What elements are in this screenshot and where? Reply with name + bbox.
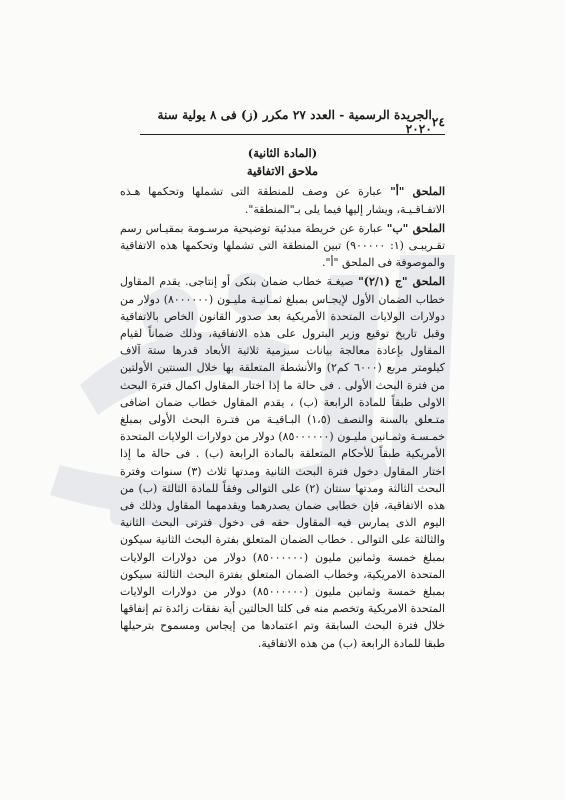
gazette-title: الجريدة الرسمية - العدد ٢٧ مكرر (ز) فى ٨ يولية سنة ٢٠٢٠ [157, 108, 432, 136]
article-title: (المادة الثانية) [247, 146, 318, 160]
annex-text-c: صيغـة خطاب ضمان بنكى أو إنتاجى. يقدم المقاول خطاب الضمان الأول لإيجـاس بمبلغ ثمـانيـة مليـون (٨٠٠٠٠٠٠) دولار من دولارات الولايات المتحدة الأمريكية بعد صدور القانون الخاص بالاتفاقية وقبل تاريخ توقيع وزير البترول على هذه الاتفاقية، وذلك ضماناً لقيام المقاول بإعادة معالجة بيانات سيزمية ثلاثية الأبعاد قدرها ستة آلاف كيلومتر مربع (٦٠٠٠ كم٢) والأنشطة المتعلقة بها خلال السنتين الأولتين من فترة البحث الأولى . فى حالة ما إذا اختار المقاول اكمال فترة البحث الاولى طبقاً للمادة الرابعة (ب) ، يقدم المقاول خطاب ضمان اضافى متـعلق بالسنة والنصف (١،٥) البـاقيـة من فتـرة البحث الأولى بمبلغ خمـسـة وثمـانين مليـون (٨٥٠٠٠٠٠٠) دولار من دولارات الولايات المتحدة الأمريكية طبقاً للأحكام المتعلقة بالمادة الرابعة (ب) . فى حالة ما إذا اختار المقاول دخول فترة البحث الثانية ومدتها ثلاث (٣) سنوات وفترة البحث الثالثة ومدتها سنتان (٢) على التوالى وفقاً للمادة الثالثة (ب) من هذه الاتفاقية، فإن خطابى ضمان يصدرهما ويقدمهما المقاول وذلك فى اليوم الذى يمارس فيه المقاول حقه فى دخول فترتى البحث الثانية والثالثة على التوالى . خطاب الضمان المتعلق بفترة البحث الثانية سيكون بمبلغ خمسة وثمانين مليون (٨٥٠٠٠٠٠٠) دولار من دولارات الولايات المتحدة الامريكية، وخطاب الضمان المتعلق بفترة البحث الثالثة سيكون بمبلغ خمسة وثمانين مليون (٨٥٠٠٠٠٠٠) دولار من دولارات الولايات المتحدة الامريكية وتخصم منه فى كلتا الحالتين أية نفقات زائدة تم إنفاقها خلال فترة البحث السابقة وتم اعتمادها من إيجاس ومسموح بترحيلها طبقا للمادة الرابعة (ب) من هذه الاتفاقية. [120, 275, 446, 650]
page-number: ٢٤ [431, 115, 445, 129]
header-divider [140, 134, 445, 135]
annex-text-a: عبارة عن وصف للمنطقة التى تشملها وتحكمها هـذه الاتفـاقـيـة، ويشار إليها فيما يلى بـ"المنطقة". [120, 185, 445, 216]
annex-label-a: الملحق "أ" [390, 185, 446, 199]
annex-paragraph-a [120, 183, 445, 217]
annex-paragraph-b [120, 220, 445, 272]
annex-paragraph-c [120, 273, 445, 651]
annex-label-c: الملحق "ج (٢/١)" [358, 275, 445, 289]
document-body [120, 143, 445, 654]
page-header [143, 108, 445, 136]
annex-text-b: عبارة عن خريطة مبدئية توضيحية مرسـومة بمقيـاس رسم تقـريبـى (١: ٩٠٠٠٠٠) تبين المنطقة التى تشملها وتحكمها هذه الاتفاقية والموصوفة فى الملحق "أ". [120, 221, 445, 270]
annex-label-b: الملحق "ب" [386, 221, 445, 235]
section-title: ملاحق الاتفاقية [246, 164, 319, 179]
